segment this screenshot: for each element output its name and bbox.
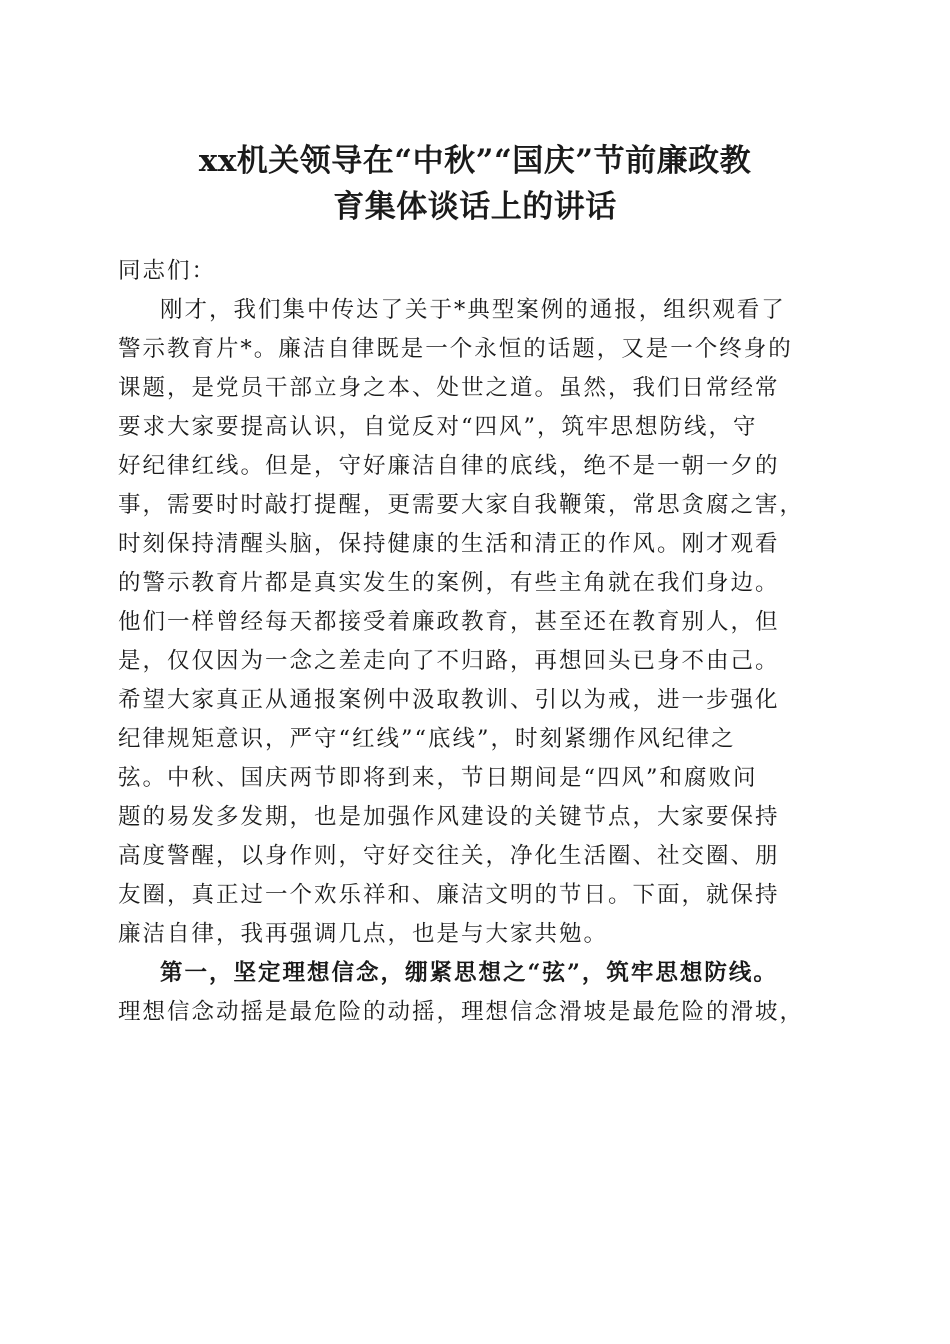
- paragraph-line: 课题，是党员干部立身之本、处世之道。虽然，我们日常经常: [118, 375, 780, 401]
- paragraph-line: 弦。中秋、国庆两节即将到来，节日期间是“四风”和腐败问: [118, 765, 758, 791]
- paragraph-line: 的警示教育片都是真实发生的案例，有些主角就在我们身边。: [118, 570, 780, 596]
- paragraph-line: 理想信念动摇是最危险的动摇，理想信念滑坡是最危险的滑坡，: [118, 999, 805, 1025]
- paragraph-line: 警示教育片*。廉洁自律既是一个永恒的话题，又是一个终身的: [118, 336, 793, 362]
- document-title: [118, 138, 832, 230]
- paragraph-2: [118, 993, 838, 1032]
- paragraph-line: 廉洁自律，我再强调几点，也是与大家共勉。: [118, 921, 609, 947]
- title-line: 育集体谈话上的讲话: [333, 189, 617, 225]
- paragraph-line: 友圈，真正过一个欢乐祥和、廉洁文明的节日。下面，就保持: [118, 882, 780, 908]
- title-line: xx机关领导在“中秋”“国庆”节前廉政教: [198, 143, 752, 179]
- salutation: 同志们：: [118, 258, 217, 284]
- paragraph-line: 要求大家要提高认识，自觉反对“四风”，筑牢思想防线，守: [118, 414, 758, 440]
- paragraph-line: 高度警醒，以身作则，守好交往关，净化生活圈、社交圈、朋: [118, 843, 780, 869]
- paragraph-line: 题的易发多发期，也是加强作风建设的关键节点，大家要保持: [118, 804, 780, 830]
- paragraph-line: 刚才，我们集中传达了关于*典型案例的通报，组织观看了: [160, 297, 786, 323]
- paragraph-1: [118, 291, 838, 954]
- paragraph-line: 希望大家真正从通报案例中汲取教训、引以为戒，进一步强化: [118, 687, 780, 713]
- paragraph-line: 他们一样曾经每天都接受着廉政教育，甚至还在教育别人，但: [118, 609, 780, 635]
- paragraph-line: 事，需要时时敲打提醒，更需要大家自我鞭策，常思贪腐之害，: [118, 492, 805, 518]
- paragraph-line: 是，仅仅因为一念之差走向了不归路，再想回头已身不由己。: [118, 648, 780, 674]
- document-body: [118, 252, 838, 1032]
- paragraph-line: 纪律规矩意识，严守“红线”“底线”，时刻紧绷作风纪律之: [118, 726, 736, 752]
- section-heading-1: 第一，坚定理想信念，绷紧思想之“弦”，筑牢思想防线。: [160, 960, 778, 986]
- paragraph-line: 好纪律红线。但是，守好廉洁自律的底线，绝不是一朝一夕的: [118, 453, 780, 479]
- paragraph-line: 时刻保持清醒头脑，保持健康的生活和清正的作风。刚才观看: [118, 531, 780, 557]
